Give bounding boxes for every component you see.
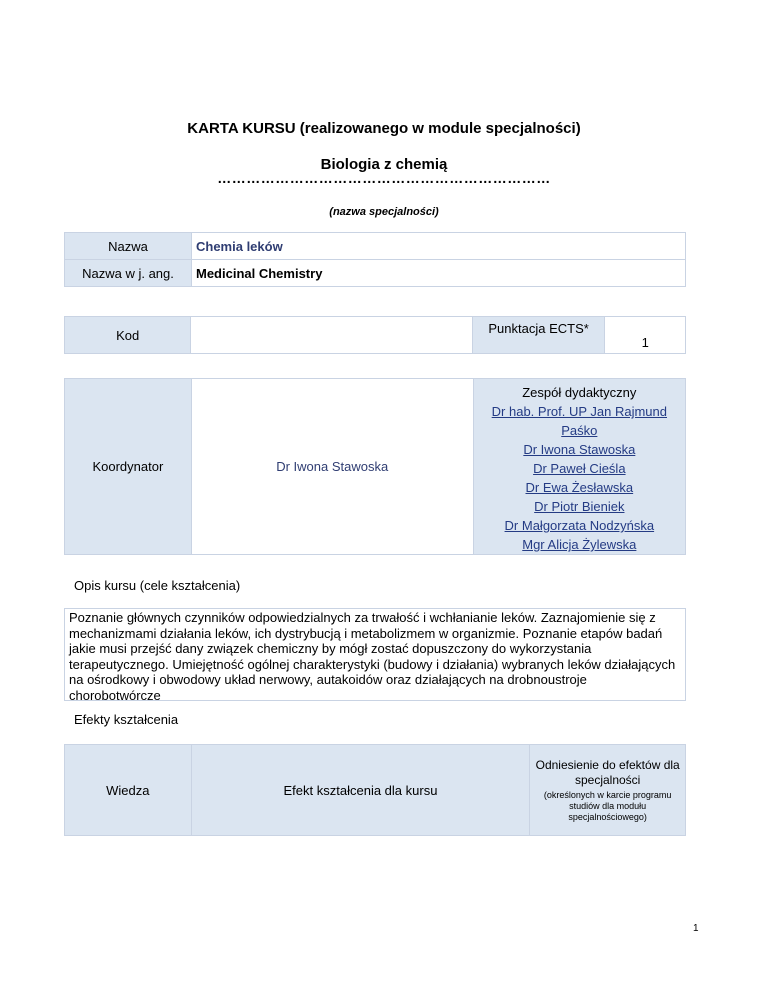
teaching-team-cell [473,379,685,555]
teaching-team-title: Zespół dydaktyczny [522,385,637,400]
team-member-link[interactable]: Dr Iwona Stawoska [523,442,636,457]
name-label: Nazwa [65,233,192,260]
outcomes-header-row [65,745,686,836]
name-en-row [65,260,686,287]
name-en-label: Nazwa w j. ang. [65,260,192,287]
team-member-link[interactable]: Dr Piotr Bieniek [534,499,625,514]
reference-label: Odniesienie do efektów dla specjalności [535,757,680,787]
coordinator-value: Dr Iwona Stawoska [191,379,473,555]
coordinator-row [65,379,686,555]
code-row [65,317,686,354]
ects-value: 1 [605,317,686,354]
ects-label: Punktacja ECTS* [472,317,605,354]
knowledge-label: Wiedza [65,745,192,836]
outcomes-label: Efekty kształcenia [74,712,179,727]
name-row [65,233,686,260]
coordinator-table [64,378,686,555]
reference-note: (określonych w karcie programu studiów dla modułu specjalnościowego) [543,789,672,822]
page-number: 1 [693,923,699,934]
document-title: KARTA KURSU (realizowanego w module specjalności) [187,120,581,137]
reference-cell [530,745,686,836]
specialization-name: Biologia z chemią [320,156,448,173]
course-name-table [64,232,686,287]
team-member-link[interactable]: Mgr Alicja Żylewska [522,537,637,552]
course-effect-label: Efekt kształcenia dla kursu [191,745,530,836]
outcomes-table [64,744,686,836]
code-value [191,317,472,354]
code-label: Kod [65,317,191,354]
team-member-link[interactable]: Dr Paweł Cieśla [533,461,626,476]
team-member-link[interactable]: Dr Ewa Żesławska [525,480,634,495]
specialization-caption: (nazwa specjalności) [329,206,439,218]
team-member-link[interactable]: Dr Małgorzata Nodzyńska [504,518,655,533]
description-text: Poznanie głównych czynników odpowiedzialnych za trwałość i wchłanianie leków. Zaznajomienie się z mechanizmami działania leków, ich dystrybucją i metabolizmem w organizmie. Poznanie etapów badań jakie musi przejść dany związek chemiczny by mógł zostać dopuszczony do wykorzystania terapeutycznego. Umiejętność ogólnej charakterystyki (budowy i działania) wybranych leków działających na ośrodkowy i obwodowy układ nerwowy, autakoidów oraz działających na drobnoustroje chorobotwórcze [64,608,686,701]
name-en-value: Medicinal Chemistry [192,260,686,287]
code-table [64,316,686,354]
dotted-line: …………………………………………………………… [217,170,551,186]
team-member-link[interactable]: Dr hab. Prof. UP Jan Rajmund Paśko [491,404,667,438]
coordinator-label: Koordynator [65,379,192,555]
name-value: Chemia leków [192,233,686,260]
description-label: Opis kursu (cele kształcenia) [74,578,241,593]
